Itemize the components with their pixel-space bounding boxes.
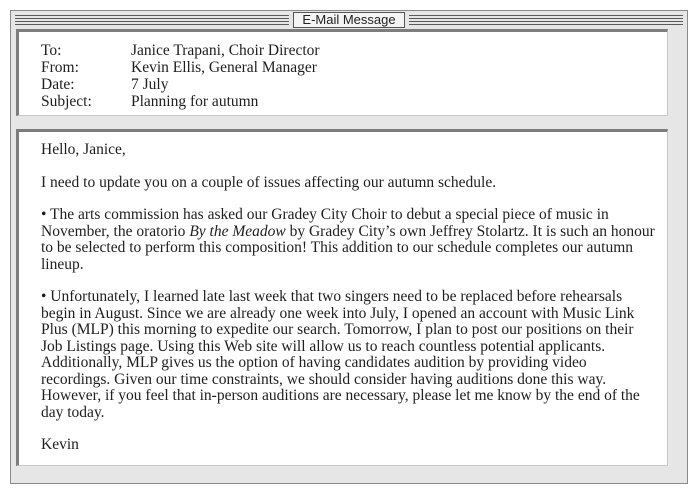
title-stripes-right bbox=[409, 15, 683, 25]
bullet-paragraph-2: • Unfortunately, I learned late last week that two singers need to be replaced before rehearsals begin in August. Since we are already one week into July, I opened an account with Music Link Plus (MLP) this morning to expedite our search. Tomorrow, I plan to post our positions on their Job Listings page. Using this Web site will allow us to reach countless potential applicants. Additionally, MLP gives us the option of having candidates audition by providing video recordings. Given our time constraints, we should consider having auditions done this way. However, if you feel that in-person auditions are necessary, please let me know by the end of the day today. bbox=[41, 288, 640, 421]
email-body bbox=[41, 142, 656, 470]
subject-value: Planning for autumn bbox=[131, 93, 259, 110]
title-stripes-left bbox=[15, 15, 289, 25]
signature: Kevin bbox=[41, 436, 79, 453]
from-value: Kevin Ellis, General Manager bbox=[131, 59, 317, 76]
to-value: Janice Trapani, Choir Director bbox=[131, 42, 320, 59]
bullet1-text-b: by Gradey City’s own Jeffrey Stolartz. It is such an honour to be selected to perform this composition! This addition to our schedule completes our autumn lineup. bbox=[41, 222, 655, 273]
to-label: To: bbox=[41, 42, 62, 59]
date-label: Date: bbox=[41, 76, 75, 93]
title-bar[interactable] bbox=[11, 11, 687, 29]
email-body-panel[interactable] bbox=[16, 129, 668, 466]
greeting: Hello, Janice, bbox=[41, 141, 126, 158]
email-header-panel bbox=[16, 29, 668, 116]
email-header-fields bbox=[41, 42, 320, 110]
date-value: 7 July bbox=[131, 76, 169, 93]
oratorio-title: By the Meadow bbox=[189, 222, 286, 240]
from-label: From: bbox=[41, 59, 79, 76]
subject-label: Subject: bbox=[41, 93, 92, 110]
bullet1-text-a: • The arts commission has asked our Gradey City Choir to debut a special piece of music in November, the oratorio bbox=[41, 206, 609, 240]
intro-paragraph: I need to update you on a couple of issues affecting our autumn schedule. bbox=[41, 173, 497, 191]
bullet-paragraph-1 bbox=[41, 207, 656, 273]
window-title: E-Mail Message bbox=[293, 12, 404, 28]
